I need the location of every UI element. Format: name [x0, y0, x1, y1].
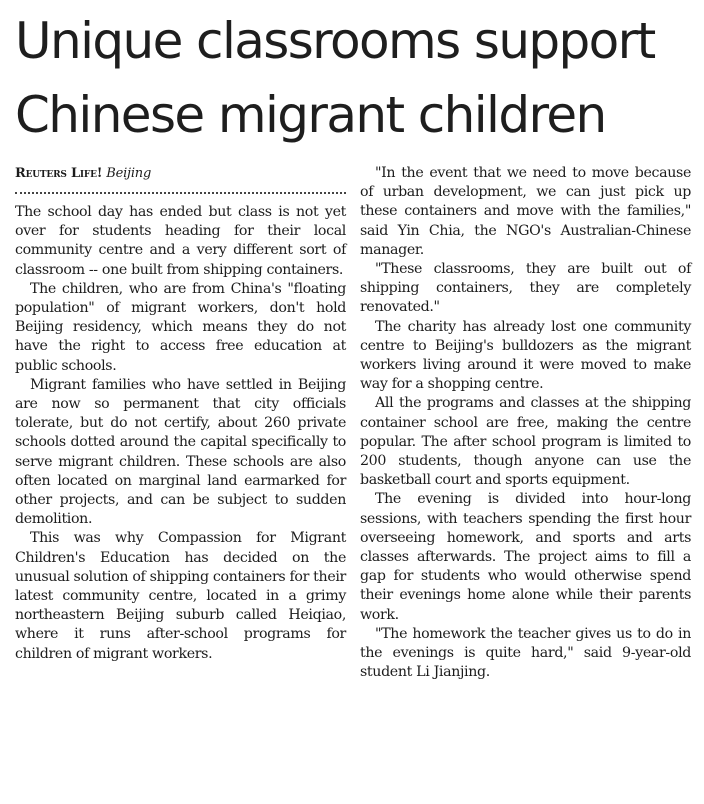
byline-dateline: Beijing [106, 166, 152, 181]
paragraph: This was why Compassion for Migrant Children's Education has decided on the unusual solution of shipping containers for their latest community centre, located in a grimy northeastern Beijing suburb called Heiqiao, where it runs after-school programs for children of migrant workers. [15, 530, 346, 662]
paragraph: The children, who are from China's "floating population" of migrant workers, don't hold Beijing residency, which means they do not have the right to access free education at public schools. [15, 280, 346, 374]
right-column [360, 164, 691, 682]
paragraph: "The homework the teacher gives us to do in the evenings is quite hard," said 9-year-old student Li Jianjing. [360, 625, 691, 681]
paragraph: The charity has already lost one community centre to Beijing's bulldozers as the migrant workers living around it were moved to make way for a shopping centre. [360, 318, 691, 393]
byline-agency: Reuters Life! [15, 166, 103, 181]
paragraph: All the programs and classes at the shipping container school are free, making the centre popular. The after school program is limited to 200 students, though anyone can use the basketball court and sports equipment. [360, 395, 691, 489]
left-column [15, 164, 346, 682]
paragraph: Migrant families who have settled in Beijing are now so permanent that city officials tolerate, but do not certify, about 260 private schools dotted around the capital specifically to serve migrant children. These schools are also often located on marginal land earmarked for other projects, and can be subject to sudden demolition. [15, 376, 346, 528]
dotted-divider [15, 192, 346, 194]
paragraph: The evening is divided into hour-long sessions, with teachers spending the first hour overseeing homework, and sports and arts classes afterwards. The project aims to fill a gap for students who would otherwise spend their evenings home alone while their parents work. [360, 491, 691, 623]
paragraph: "These classrooms, they are built out of shipping containers, they are completely renovated." [360, 261, 691, 316]
article-body [15, 164, 691, 682]
byline [15, 164, 346, 184]
headline: Unique classrooms support Chinese migrant children [15, 12, 655, 144]
paragraph: The school day has ended but class is not yet over for students heading for their local community centre and a very different sort of classroom -- one built from shipping containers. [15, 204, 346, 278]
paragraph: "In the event that we need to move because of urban development, we can just pick up these containers and move with the families," said Yin Chia, the NGO's Australian-Chinese manager. [360, 165, 691, 258]
